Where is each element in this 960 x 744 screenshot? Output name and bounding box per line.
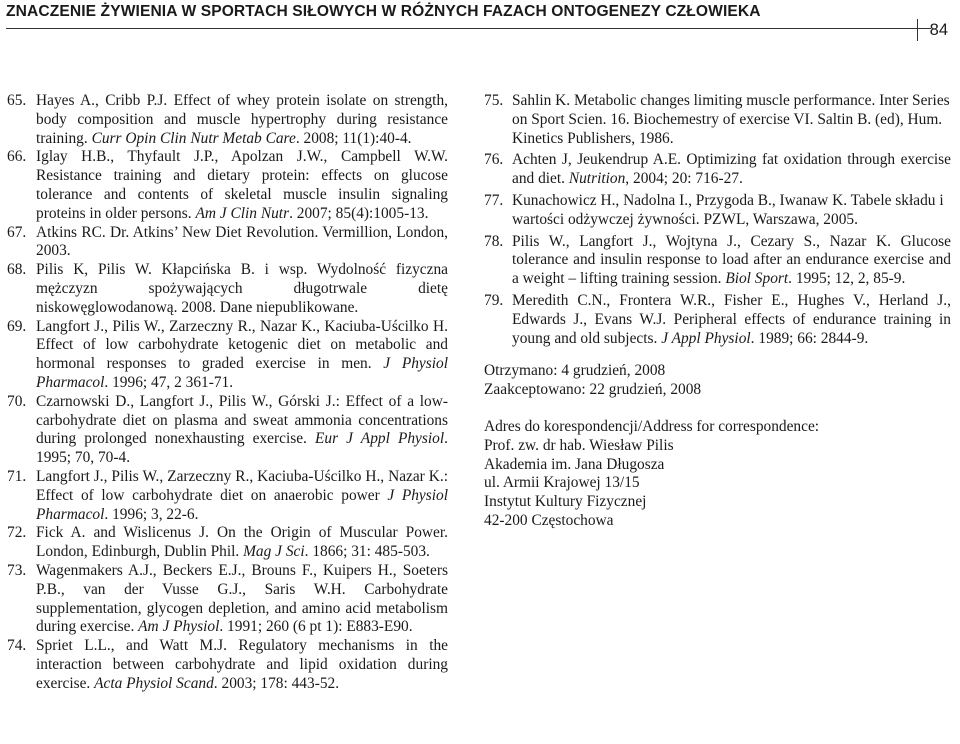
reference-citation: . 1995; 12, 2, 85-9. (788, 270, 906, 288)
reference-item (484, 192, 951, 230)
reference-text: Meredith C.N., Frontera W.R., Fisher E., Hughes V., Herland J., Edwards J., Evans W.J. Peripheral effects of endurance training in young and old subjects. (512, 291, 951, 347)
reference-text: Pilis W., Langfort J., Wojtyna J., Cezary S., Nazar K. Glucose tolerance and insulin response to load after an endurance exercise and a weight – lifting training session. (512, 232, 951, 288)
reference-text: Iglay H.B., Thyfault J.P., Apolzan J.W., Campbell W.W. Resistance training and dietary protein: effects on glucose tolerance and contents of skeletal muscle insulin signaling proteins in older persons. (36, 148, 448, 222)
reference-text: Hayes A., Cribb P.J. Effect of whey protein isolate on strength, body composition and muscle hypertrophy during resistance training. (36, 92, 448, 147)
reference-number: 69. (7, 317, 27, 335)
reference-item (7, 637, 448, 693)
reference-citation: . 2003; 178: 443-52. (213, 674, 340, 692)
correspondence-line: 42-200 Częstochowa (484, 511, 614, 529)
reference-text: Czarnowski D., Langfort J., Pilis W., Górski J.: Effect of a low-carbohydrate diet on plasma and sweat ammonia concentrations during prolonged nonexhausting exercise. (36, 392, 448, 448)
reference-text: Wagenmakers A.J., Beckers E.J., Brouns F., Kuipers H., Soeters P.B., van der Vusse G.J., Saris W.H. Carbohydrate supplementation, glycogen depletion, and amino acid metabolism during exercise. (36, 561, 448, 636)
reference-citation: . 1996; 3, 22-6. (104, 505, 199, 523)
journal-name: Am J Clin Nutr (195, 204, 290, 222)
reference-item (484, 151, 951, 189)
received-dates (484, 362, 951, 400)
reference-text: Achten J, Jeukendrup A.E. Optimizing fat oxidation through exercise and diet. (512, 151, 951, 188)
correspondence-line: Akademia im. Jana Długosza (484, 455, 665, 473)
reference-item (7, 562, 448, 637)
reference-citation: . 2008; 11(1):40-4. (295, 129, 412, 147)
reference-text: Atkins RC. Dr. Atkins’ New Diet Revolution. Vermillion, London, 2003. (36, 223, 448, 260)
reference-item (7, 261, 448, 317)
correspondence-line: Instytut Kultury Fizycznej (484, 493, 647, 511)
reference-citation: . 1996; 47, 2 361-71. (104, 373, 234, 391)
reference-number: 67. (7, 223, 27, 241)
reference-citation: . 1991; 260 (6 pt 1): E883-E90. (219, 618, 413, 636)
reference-number: 78. (484, 232, 504, 250)
reference-text: Langfort J., Pilis W., Zarzeczny R., Nazar K., Kaciuba-Uścilko H. Effect of low carbohydrate ketogenic diet on metabolic and hormonal responses to graded exercise in men. (36, 317, 448, 373)
reference-item (7, 92, 448, 148)
reference-number: 73. (7, 561, 27, 579)
reference-item (7, 393, 448, 468)
reference-citation: . 1866; 31: 485-503. (304, 543, 430, 561)
reference-text: Pilis K, Pilis W. Kłapcińska B. i wsp. Wydolność fizyczna mężczyzn spożywających długotrwale dietę niskowęglowodanową. 2008. Dane niepublikowane. (36, 261, 448, 316)
reference-item (7, 224, 448, 262)
reference-text: Sahlin K. Metabolic changes limiting muscle performance. Inter Series on Sport Scien. 16. Biochemestry of exercise VI. Saltin B. (ed), Hum. Kinetics Publishers, 1986. (512, 92, 950, 147)
journal-name: J Physiol Pharmacol (36, 486, 449, 523)
reference-item (7, 148, 448, 223)
correspondence-line: Adres do korespondencji/Address for correspondence: (484, 417, 820, 435)
journal-name: Acta Physiol Scand (94, 674, 214, 692)
reference-item (7, 468, 448, 524)
received-date: Otrzymano: 4 grudzień, 2008 (484, 362, 666, 380)
accepted-date: Zaakceptowano: 22 grudzień, 2008 (484, 381, 702, 399)
reference-number: 68. (7, 261, 27, 279)
reference-number: 74. (7, 637, 27, 655)
reference-number: 76. (484, 151, 504, 169)
reference-text: Kunachowicz H., Nadolna I., Przygoda B., Iwanaw K. Tabele składu i wartości odżywczej żywności. PZWL, Warszawa, 2005. (512, 191, 944, 228)
reference-item (484, 292, 951, 348)
journal-name: Curr Opin Clin Nutr Metab Care (91, 129, 296, 147)
journal-name: J Physiol Pharmacol (36, 355, 448, 391)
reference-number: 71. (7, 467, 27, 485)
correspondence-line: ul. Armii Krajowej 13/15 (484, 474, 640, 492)
left-column (7, 92, 448, 694)
journal-name: Nutrition (568, 170, 626, 188)
reference-text: Langfort J., Pilis W., Zarzeczny R., Kaciuba-Uścilko H., Nazar K.: Effect of low carbohydrate diet on anaerobic power (36, 467, 448, 504)
reference-number: 79. (484, 291, 504, 309)
page-header (6, 0, 954, 40)
reference-citation: . 2007; 85(4):1005-13. (289, 204, 429, 222)
correspondence-address (484, 418, 951, 531)
reference-citation: , 2004; 20: 716-27. (625, 170, 743, 188)
journal-name: Eur J Appl Physiol (314, 430, 445, 448)
reference-number: 75. (484, 92, 504, 109)
journal-name: Biol Sport (725, 270, 789, 288)
reference-number: 66. (7, 148, 27, 166)
reference-number: 77. (484, 191, 504, 209)
right-column (484, 92, 951, 531)
journal-name: J Appl Physiol (661, 329, 751, 347)
correspondence-line: Prof. zw. dr hab. Wiesław Pilis (484, 436, 674, 454)
reference-text: Spriet L.L., and Watt M.J. Regulatory mechanisms in the interaction between carbohydrate and lipid oxidation during exercise. (36, 637, 448, 692)
reference-number: 70. (7, 392, 27, 410)
right-references (484, 92, 951, 348)
reference-text: Fick A. and Wislicenus J. On the Origin of Muscular Power. London, Edinburgh, Dublin Phil. (36, 524, 448, 561)
reference-citation: . 1995; 70, 70-4. (36, 430, 448, 467)
page-number: 84 (917, 19, 948, 41)
journal-name: Am J Physiol (138, 618, 220, 636)
reference-item (484, 92, 951, 148)
reference-item (7, 524, 448, 562)
reference-citation: . 1989; 66: 2844-9. (750, 329, 869, 347)
reference-item (7, 318, 448, 393)
reference-number: 65. (7, 92, 27, 109)
reference-number: 72. (7, 524, 27, 542)
running-title: ZNACZENIE ŻYWIENIA W SPORTACH SIŁOWYCH W RÓŻNYCH FAZACH ONTOGENEZY CZŁOWIEKA (6, 3, 761, 20)
reference-item (484, 233, 951, 289)
header-rule (6, 28, 931, 29)
journal-name: Mag J Sci (243, 543, 305, 561)
